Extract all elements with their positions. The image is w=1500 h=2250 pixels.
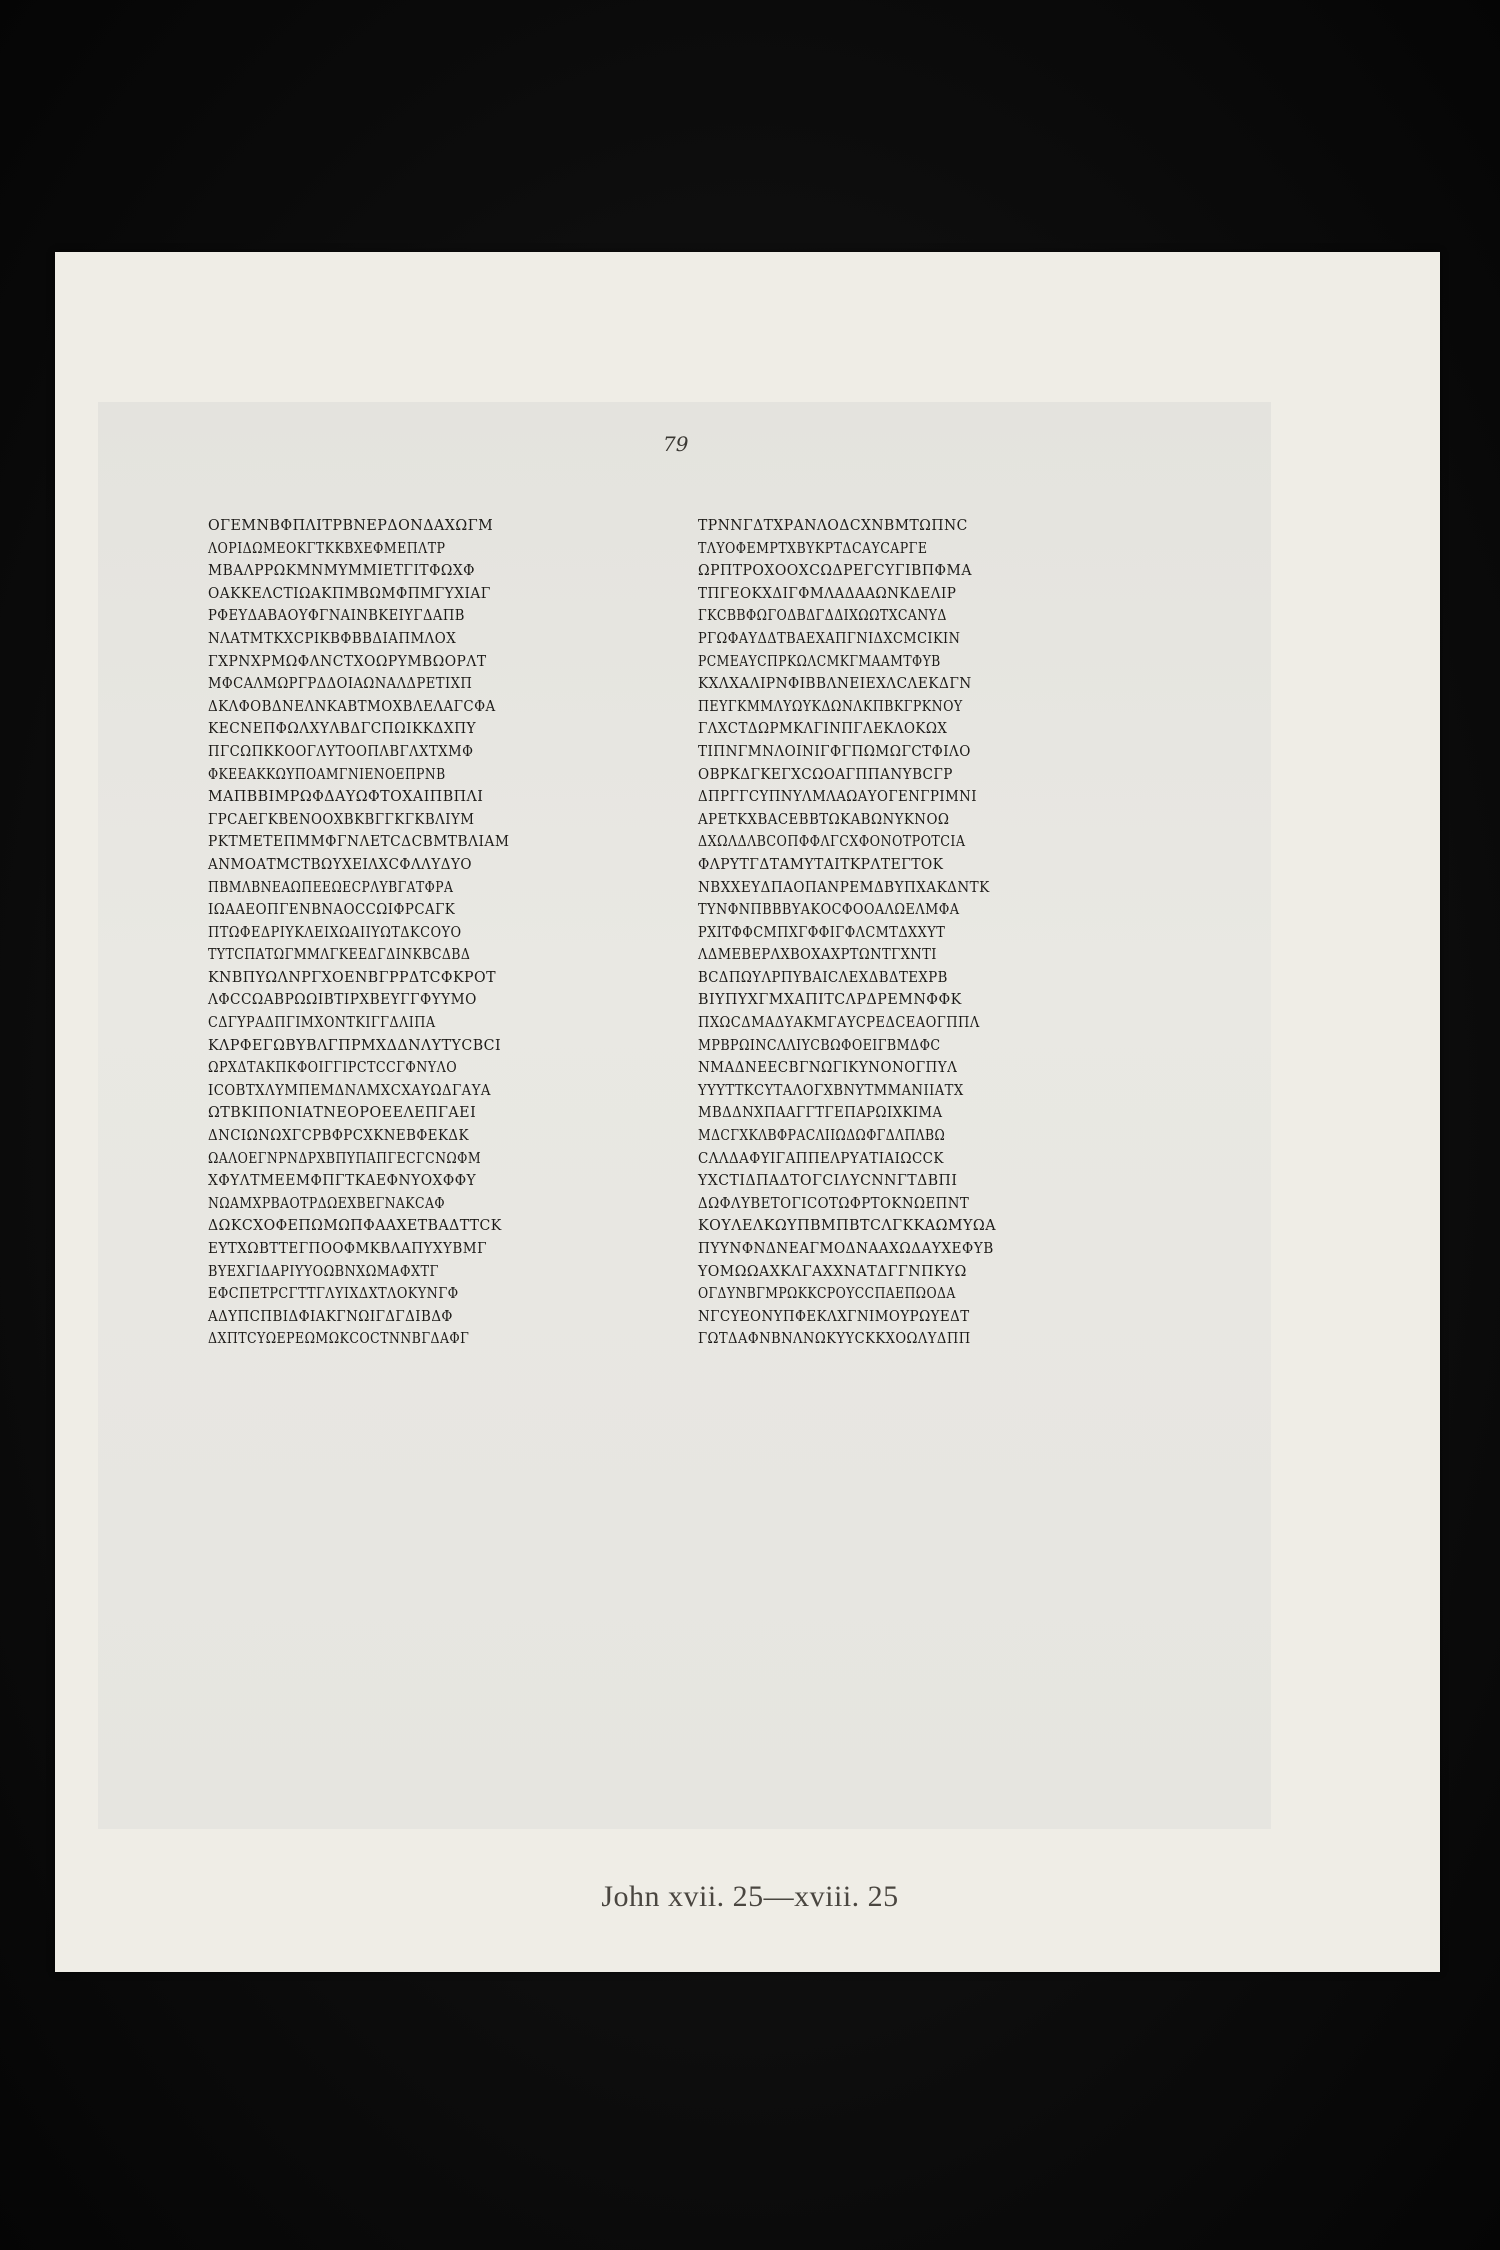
manuscript-plate <box>98 402 1271 1829</box>
manuscript-line: ΛΦϹϹΩΑΒΡΩΩΙΒΤΙΡΧΒΕΥΓΓΦΥΥΜΟ <box>208 990 477 1009</box>
manuscript-line: ΚΧΛΧΑΛΙΡΝΦΙΒΒΛΝΕΙΕΧΛϹΛΕΚΔΓΝ <box>698 674 972 693</box>
manuscript-line: ΟΓΔΥΝΒΓΜΡΩΚΚϹΡΟΥϹϹΠΑΕΠΩΟΔΑ <box>698 1284 956 1303</box>
manuscript-line: ΡΓΩΦΑΥΔΔΤΒΑΕΧΑΠΓΝΙΔΧϹΜϹΙΚΙΝ <box>698 628 961 647</box>
plate-caption: John xvii. 25—xviii. 25 <box>601 1880 899 1913</box>
manuscript-line: ΜΡΒΡΩΙΝϹΛΛΙΥϹΒΩΦΟΕΙΓΒΜΔΦϹ <box>698 1035 941 1054</box>
manuscript-line: ϹΛΛΔΑΦΥΙΓΑΠΠΕΛΡΥΑΤΙΑΙΩϹϹΚ <box>698 1148 944 1167</box>
manuscript-line: ΤΥΝΦΝΠΒΒΒΥΑΚΟϹΦΟΟΑΛΩΕΛΜΦΑ <box>698 900 960 919</box>
manuscript-line: ΚΛΡΦΕΓΩΒΥΒΛΓΠΡΜΧΔΔΝΛΥΤΥϹΒϹΙ <box>208 1035 502 1054</box>
manuscript-line: ΥΥΥΤΤΚϹΥΤΑΛΟΓΧΒΝΥΤΜΜΑΝΙΙΑΤΧ <box>698 1080 964 1099</box>
manuscript-column-right <box>698 514 1168 1350</box>
manuscript-line: ΩΡΧΔΤΑΚΠΚΦΟΙΓΓΙΡϹΤϹϹΓΦΝΥΛΟ <box>208 1058 458 1077</box>
manuscript-line: ΑΔΥΠϹΠΒΙΔΦΙΑΚΓΝΩΙΓΔΓΔΙΒΔΦ <box>208 1306 453 1325</box>
manuscript-line: ΑΝΜΟΑΤΜϹΤΒΩΥΧΕΙΛΧϹΦΛΛΥΔΥΟ <box>208 854 472 873</box>
manuscript-line: ΔΠΡΓΓϹΥΠΝΥΛΜΛΑΩΑΥΟΓΕΝΓΡΙΜΝΙ <box>698 787 977 806</box>
manuscript-line: ΓΧΡΝΧΡΜΩΦΛΝϹΤΧΟΩΡΥΜΒΩΟΡΛΤ <box>208 651 487 670</box>
manuscript-line: ΕΦϹΠΕΤΡϹΓΤΤΓΛΥΙΧΔΧΤΛΟΚΥΝΓΦ <box>208 1284 459 1303</box>
manuscript-line: ΔΩΚϹΧΟΦΕΠΩΜΩΠΦΑΑΧΕΤΒΑΔΤΤϹΚ <box>208 1216 502 1235</box>
manuscript-line: ΠΒΜΛΒΝΕΑΩΠΕΕΩΕϹΡΛΥΒΓΑΤΦΡΑ <box>208 877 454 896</box>
manuscript-line: ΠΧΩϹΔΜΑΔΥΑΚΜΓΑΥϹΡΕΔϹΕΑΟΓΠΠΛ <box>698 1013 980 1032</box>
manuscript-line: ΥΧϹΤΙΔΠΑΔΤΟΓϹΙΛΥϹΝΝΓΤΔΒΠΙ <box>698 1171 958 1190</box>
manuscript-line: ΜΒΔΔΝΧΠΑΑΓΓΤΓΕΠΑΡΩΙΧΚΙΜΑ <box>698 1103 943 1122</box>
manuscript-column-left <box>208 514 668 1350</box>
manuscript-line: ΝΛΑΤΜΤΚΧϹΡΙΚΒΦΒΒΔΙΑΠΜΛΟΧ <box>208 628 457 647</box>
manuscript-line: ΟΒΡΚΔΓΚΕΓΧϹΩΟΑΓΠΠΑΝΥΒϹΓΡ <box>698 764 953 783</box>
manuscript-line: ΓΛΧϹΤΔΩΡΜΚΛΓΙΝΠΓΛΕΚΛΟΚΩΧ <box>698 719 948 738</box>
manuscript-line: ΩΡΠΤΡΟΧΟΟΧϹΩΔΡΕΓϹΥΓΙΒΠΦΜΑ <box>698 561 972 580</box>
manuscript-line: ϹΔΓΥΡΑΔΠΓΙΜΧΟΝΤΚΙΓΓΔΛΙΠΑ <box>208 1013 436 1032</box>
manuscript-line: ΤΥΤϹΠΑΤΩΓΜΜΛΓΚΕΕΔΓΔΙΝΚΒϹΔΒΔ <box>208 945 471 964</box>
manuscript-line: ΜΒΑΛΡΡΩΚΜΝΜΥΜΜΙΕΤΓΙΤΦΩΧΦ <box>208 561 475 580</box>
manuscript-line: ΠΓϹΩΠΚΚΟΟΓΛΥΤΟΟΠΛΒΓΛΧΤΧΜΦ <box>208 741 474 760</box>
manuscript-line: ΑΡΕΤΚΧΒΑϹΕΒΒΤΩΚΑΒΩΝΥΚΝΟΩ <box>698 809 950 828</box>
manuscript-line: ΥΟΜΩΩΑΧΚΛΓΑΧΧΝΑΤΔΓΓΝΠΚΥΩ <box>698 1261 967 1280</box>
manuscript-line: ΟΑΚΚΕΛϹΤΙΩΑΚΠΜΒΩΜΦΠΜΓΥΧΙΑΓ <box>208 583 491 602</box>
manuscript-line: ΠΤΩΦΕΔΡΙΥΚΛΕΙΧΩΑΙΙΥΩΤΔΚϹΟΥΟ <box>208 922 462 941</box>
manuscript-line: ΤΠΓΕΟΚΧΔΙΓΦΜΛΑΔΑΑΩΝΚΔΕΛΙΡ <box>698 583 957 602</box>
manuscript-line: ΔΧΩΛΔΛΒϹΟΠΦΦΛΓϹΧΦΟΝΟΤΡΟΤϹΙΑ <box>698 832 966 851</box>
manuscript-line: ΓΩΤΔΑΦΝΒΝΛΝΩΚΥΥϹΚΚΧΟΩΛΥΔΠΠ <box>698 1329 971 1348</box>
manuscript-line: ΜΔϹΓΧΚΛΒΦΡΑϹΛΙΙΩΔΩΦΓΔΛΠΛΒΩ <box>698 1126 946 1145</box>
manuscript-line: ΔΝϹΙΩΝΩΧΓϹΡΒΦΡϹΧΚΝΕΒΦΕΚΔΚ <box>208 1126 469 1145</box>
manuscript-line: ΦΛΡΥΤΓΔΤΑΜΥΤΑΙΤΚΡΛΤΕΓΤΟΚ <box>698 854 944 873</box>
manuscript-line: ΡΦΕΥΔΑΒΑΟΥΦΓΝΑΙΝΒΚΕΙΥΓΔΑΠΒ <box>208 606 465 625</box>
manuscript-line: ΒϹΔΠΩΥΛΡΠΥΒΑΙϹΛΕΧΔΒΔΤΕΧΡΒ <box>698 967 948 986</box>
manuscript-line: ΡΧΙΤΦΦϹΜΠΧΓΦΦΙΓΦΛϹΜΤΔΧΧΥΤ <box>698 922 946 941</box>
manuscript-line: ΕΥΤΧΩΒΤΤΕΓΠΟΟΦΜΚΒΛΑΠΥΧΥΒΜΓ <box>208 1239 487 1257</box>
manuscript-line: ΚΝΒΠΥΩΛΝΡΓΧΟΕΝΒΓΡΡΔΤϹΦΚΡΟΤ <box>208 967 497 986</box>
manuscript-line: ΓΚϹΒΒΦΩΓΟΔΒΔΓΔΔΙΧΩΩΤΧϹΑΝΥΔ <box>698 606 947 625</box>
manuscript-line: ΔΚΛΦΟΒΔΝΕΛΝΚΑΒΤΜΟΧΒΛΕΛΑΓϹΦΑ <box>208 696 496 715</box>
manuscript-line: ΚΕϹΝΕΠΦΩΛΧΥΛΒΔΓϹΠΩΙΚΚΔΧΠΥ <box>208 719 477 738</box>
manuscript-line: ΛΔΜΕΒΕΡΛΧΒΟΧΑΧΡΤΩΝΤΓΧΝΤΙ <box>698 945 937 964</box>
manuscript-line: ΝΩΑΜΧΡΒΑΟΤΡΔΩΕΧΒΕΓΝΑΚϹΑΦ <box>208 1193 445 1212</box>
manuscript-line: ΒΥΕΧΓΙΔΑΡΙΥΥΟΩΒΝΧΩΜΑΦΧΤΓ <box>208 1261 439 1280</box>
manuscript-line: ΩΤΒΚΙΠΟΝΙΑΤΝΕΟΡΟΕΕΛΕΠΓΑΕΙ <box>208 1103 477 1122</box>
manuscript-line: ΡΚΤΜΕΤΕΠΜΜΦΓΝΛΕΤϹΔϹΒΜΤΒΛΙΑΜ <box>208 832 510 851</box>
manuscript-line: ΝΜΑΔΝΕΕϹΒΓΝΩΓΙΚΥΝΟΝΟΓΠΥΛ <box>698 1058 958 1077</box>
manuscript-line: ΠΥΥΝΦΝΔΝΕΑΓΜΟΔΝΑΑΧΩΔΑΥΧΕΦΥΒ <box>698 1239 994 1257</box>
manuscript-line: ΚΟΥΛΕΛΚΩΥΠΒΜΠΒΤϹΛΓΚΚΑΩΜΥΩΑ <box>698 1216 997 1235</box>
manuscript-line: ΝΒΧΧΕΥΔΠΑΟΠΑΝΡΕΜΔΒΥΠΧΑΚΔΝΤΚ <box>698 877 990 896</box>
manuscript-line: ΩΑΛΟΕΓΝΡΝΔΡΧΒΠΥΠΑΠΓΕϹΓϹΝΩΦΜ <box>208 1148 482 1167</box>
manuscript-line: ΝΓϹΥΕΟΝΥΠΦΕΚΛΧΓΝΙΜΟΥΡΩΥΕΔΤ <box>698 1306 970 1325</box>
manuscript-line: ΡϹΜΕΑΥϹΠΡΚΩΛϹΜΚΓΜΑΑΜΤΦΥΒ <box>698 651 941 670</box>
manuscript-line: ΜΑΠΒΒΙΜΡΩΦΔΑΥΩΦΤΟΧΑΙΠΒΠΛΙ <box>208 787 484 806</box>
manuscript-line: ΤΡΝΝΓΔΤΧΡΑΝΛΟΔϹΧΝΒΜΤΩΠΝϹ <box>698 516 968 534</box>
manuscript-line: ΔΧΠΤϹΥΩΕΡΕΩΜΩΚϹΟϹΤΝΝΒΓΔΑΦΓ <box>208 1329 470 1348</box>
manuscript-line: ΓΡϹΑΕΓΚΒΕΝΟΟΧΒΚΒΓΓΚΓΚΒΛΙΥΜ <box>208 809 475 828</box>
manuscript-line: ΜΦϹΑΛΜΩΡΓΡΔΔΟΙΑΩΝΑΛΔΡΕΤΙΧΠ <box>208 674 473 693</box>
manuscript-line: ΧΦΥΛΤΜΕΕΜΦΠΓΤΚΑΕΦΝΥΟΧΦΦΥ <box>208 1171 477 1190</box>
manuscript-line: ΦΚΕΕΑΚΚΩΥΠΟΑΜΓΝΙΕΝΟΕΠΡΝΒ <box>208 764 446 783</box>
page-number: 79 <box>663 432 689 456</box>
manuscript-line: ΙϹΟΒΤΧΛΥΜΠΕΜΔΝΛΜΧϹΧΑΥΩΔΓΑΥΑ <box>208 1080 491 1099</box>
manuscript-line: ΟΓΕΜΝΒΦΠΛΙΤΡΒΝΕΡΔΟΝΔΑΧΩΓΜ <box>208 516 494 534</box>
manuscript-line: ΤΙΠΝΓΜΝΛΟΙΝΙΓΦΓΠΩΜΩΓϹΤΦΙΛΟ <box>698 741 971 760</box>
manuscript-line: ΤΛΥΟΦΕΜΡΤΧΒΥΚΡΤΔϹΑΥϹΑΡΓΕ <box>698 538 928 557</box>
manuscript-line: ΙΩΑΑΕΟΠΓΕΝΒΝΑΟϹϹΩΙΦΡϹΑΓΚ <box>208 900 456 919</box>
manuscript-line: ΛΟΡΙΔΩΜΕΟΚΓΤΚΚΒΧΕΦΜΕΠΛΤΡ <box>208 538 446 557</box>
manuscript-line: ΒΙΥΠΥΧΓΜΧΑΠΙΤϹΛΡΔΡΕΜΝΦΦΚ <box>698 990 962 1009</box>
manuscript-line: ΔΩΦΛΥΒΕΤΟΓΙϹΟΤΩΦΡΤΟΚΝΩΕΠΝΤ <box>698 1193 970 1212</box>
manuscript-line: ΠΕΥΓΚΜΜΛΥΩΥΚΔΩΝΛΚΠΒΚΓΡΚΝΟΥ <box>698 696 963 715</box>
